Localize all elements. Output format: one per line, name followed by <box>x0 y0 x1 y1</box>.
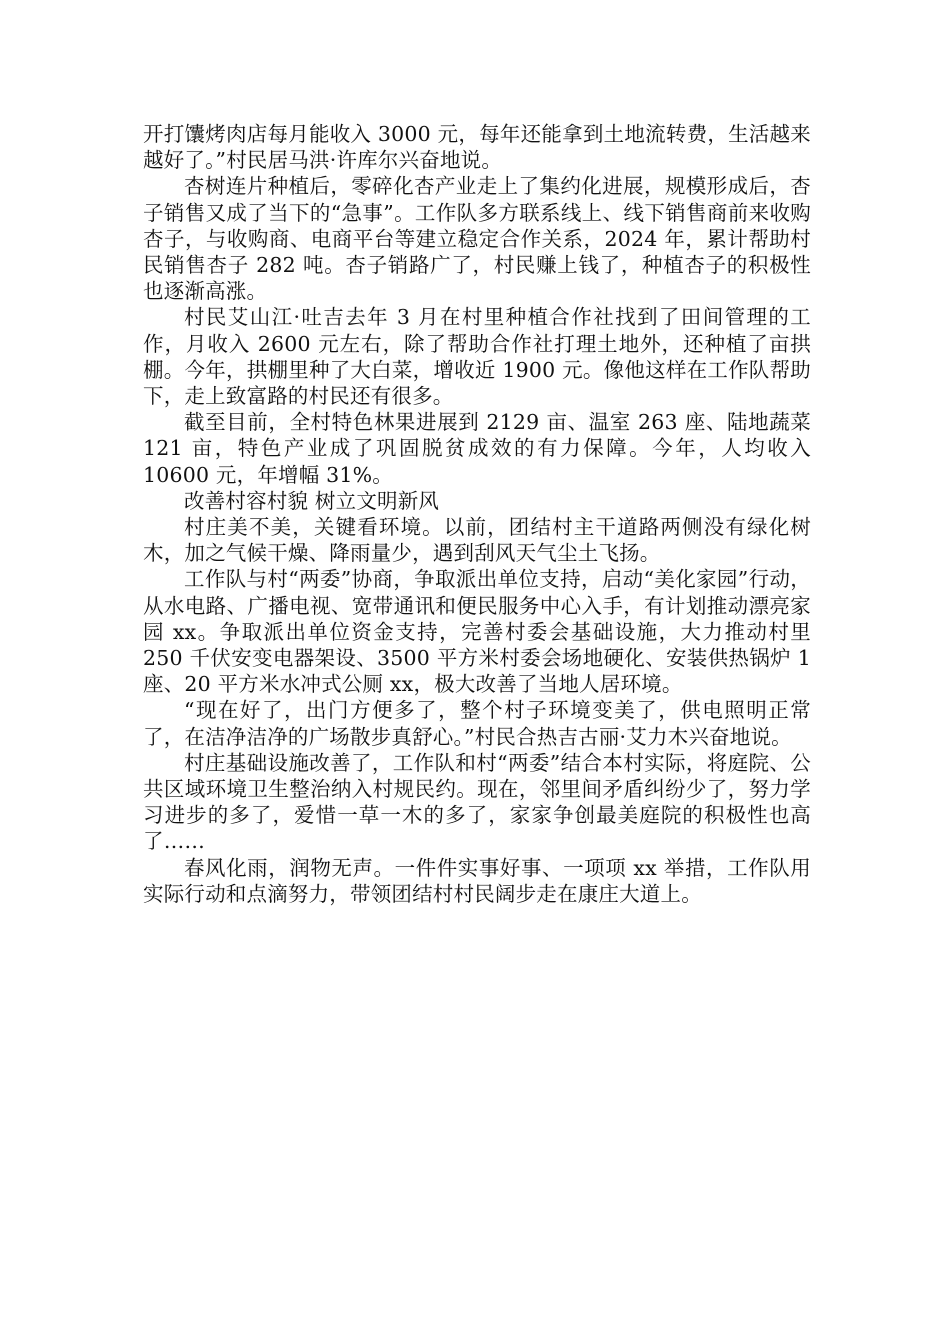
paragraph-villager-story: 村民艾山江·吐吉去年 3 月在村里种植合作社找到了田间管理的工作，月收入 2600 元左右，除了帮助合作社打理土地外，还种植了亩拱棚。今年，拱棚里种了大白菜，增收近 1900 元。像他这样在工作队帮助下，走上致富路的村民还有很多。 <box>143 305 811 409</box>
paragraph-beautify-home: 工作队与村“两委”协商，争取派出单位支持，启动“美化家园”行动，从水电路、广播电视、宽带通讯和便民服务中心入手，有计划推动漂亮家园 xx。争取派出单位资金支持，完善村委会基础设施，大力推动村里 250 千伏安变电器架设、3500 平方米村委会场地硬化、安装供热锅炉 1 座、20 平方米水冲式公厕 xx，极大改善了当地人居环境。 <box>143 567 811 697</box>
paragraph-apricot-sales: 杏树连片种植后，零碎化杏产业走上了集约化进展，规模形成后，杏子销售又成了当下的“急事”。工作队多方联系线上、线下销售商前来收购杏子，与收购商、电商平台等建立稳定合作关系，2024 年，累计帮助村民销售杏子 282 吨。杏子销路广了，村民赚上钱了，种植杏子的积极性也逐渐高涨。 <box>143 174 811 304</box>
article-body <box>143 121 811 907</box>
paragraph-conclusion: 春风化雨，润物无声。一件件实事好事、一项项 xx 举措，工作队用实际行动和点滴努力，带领团结村村民阔步走在康庄大道上。 <box>143 855 811 906</box>
paragraph-environment: 村庄美不美，关键看环境。以前，团结村主干道路两侧没有绿化树木，加之气候干燥、降雨量少，遇到刮风天气尘土飞扬。 <box>143 515 811 566</box>
paragraph-villager-quote: “现在好了，出门方便多了，整个村子环境变美了，供电照明正常了，在洁净洁净的广场散步真舒心。”村民合热吉古丽·艾力木兴奋地说。 <box>143 698 811 749</box>
paragraph-continuation: 开打馕烤肉店每月能收入 3000 元，每年还能拿到土地流转费，生活越来越好了。”村民居马洪·许库尔兴奋地说。 <box>143 122 811 173</box>
paragraph-village-rules: 村庄基础设施改善了，工作队和村“两委”结合本村实际，将庭院、公共区域环境卫生整治纳入村规民约。现在，邻里间矛盾纠纷少了，努力学习进步的多了，爱惜一草一木的多了，家家争创最美庭院的积极性也高了…… <box>143 750 811 854</box>
section-heading: 改善村容村貌 树立文明新风 <box>184 488 440 513</box>
paragraph-industry-stats: 截至目前，全村特色林果进展到 2129 亩、温室 263 座、陆地蔬菜 121 亩，特色产业成了巩固脱贫成效的有力保障。今年，人均收入 10600 元，年增幅 31%。 <box>143 410 811 487</box>
